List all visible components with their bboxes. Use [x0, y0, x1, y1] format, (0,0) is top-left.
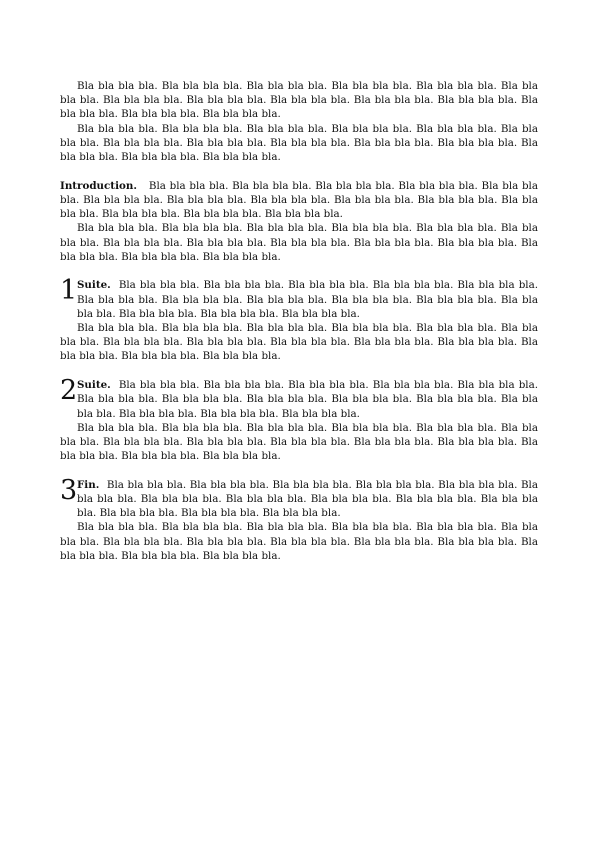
section-number-3: 3 — [60, 474, 78, 506]
section-number-2: 2 — [60, 375, 78, 407]
introduction-paragraph-1 — [60, 179, 538, 222]
prelude-paragraph-1: Bla bla bla bla. Bla bla bla bla. Bla bla bla bla. Bla bla bla bla. Bla bla bla bla. Bla bla bla bla. Bla bla bla bla. Bla bla bla bla. Bla bla bla bla. Bla bla bla bla. Bla bla bla bla. Bla bla bla bla. Bla bla bla bla. Bla bla bla bla. — [60, 80, 538, 121]
prelude-section — [60, 79, 538, 164]
section-1-paragraph-2: Bla bla bla bla. Bla bla bla bla. Bla bla bla bla. Bla bla bla bla. Bla bla bla bla. Bla bla bla bla. Bla bla bla bla. Bla bla bla bla. Bla bla bla bla. Bla bla bla bla. Bla bla bla bla. Bla bla bla bla. Bla bla bla bla. Bla bla bla bla. — [60, 322, 538, 363]
section-3-paragraph-2: Bla bla bla bla. Bla bla bla bla. Bla bla bla bla. Bla bla bla bla. Bla bla bla bla. Bla bla bla bla. Bla bla bla bla. Bla bla bla bla. Bla bla bla bla. Bla bla bla bla. Bla bla bla bla. Bla bla bla bla. Bla bla bla bla. Bla bla bla bla. — [60, 521, 538, 562]
section-3-paragraph-1 — [60, 474, 538, 521]
section-1-paragraph-1 — [60, 275, 538, 321]
section-1 — [60, 275, 538, 363]
section-3 — [60, 474, 538, 563]
introduction-paragraph-2: Bla bla bla bla. Bla bla bla bla. Bla bla bla bla. Bla bla bla bla. Bla bla bla bla. Bla bla bla bla. Bla bla bla bla. Bla bla bla bla. Bla bla bla bla. Bla bla bla bla. Bla bla bla bla. Bla bla bla bla. Bla bla bla bla. Bla bla bla bla. — [60, 222, 538, 263]
section-3-paragraph-1-text: Bla bla bla bla. Bla bla bla bla. Bla bla bla bla. Bla bla bla bla. Bla bla bla bla. Bla bla bla bla. Bla bla bla bla. Bla bla bla bla. Bla bla bla bla. Bla bla bla bla. Bla bla bla bla. Bla bla bla bla. Bla bla bla bla. Bla bla bla bla. — [77, 478, 538, 520]
section-heading-1: Suite. — [77, 279, 111, 292]
introduction-paragraph-1-text: Bla bla bla bla. Bla bla bla bla. Bla bla bla bla. Bla bla bla bla. Bla bla bla bla. Bla bla bla bla. Bla bla bla bla. Bla bla bla bla. Bla bla bla bla. Bla bla bla bla. Bla bla bla bla. Bla bla bla bla. Bla bla bla bla. Bla bla bla bla. — [60, 179, 538, 221]
section-heading-3: Fin. — [77, 478, 100, 491]
prelude-paragraph-2: Bla bla bla bla. Bla bla bla bla. Bla bla bla bla. Bla bla bla bla. Bla bla bla bla. Bla bla bla bla. Bla bla bla bla. Bla bla bla bla. Bla bla bla bla. Bla bla bla bla. Bla bla bla bla. Bla bla bla bla. Bla bla bla bla. Bla bla bla bla. — [60, 122, 538, 164]
section-heading-2: Suite. — [77, 379, 111, 392]
section-2 — [60, 375, 538, 463]
section-number-1: 1 — [60, 275, 78, 307]
section-2-paragraph-1 — [60, 375, 538, 421]
introduction-heading: Introduction. — [60, 179, 137, 192]
introduction-section — [60, 179, 538, 264]
document-page — [60, 79, 538, 563]
section-2-paragraph-2: Bla bla bla bla. Bla bla bla bla. Bla bla bla bla. Bla bla bla bla. Bla bla bla bla. Bla bla bla bla. Bla bla bla bla. Bla bla bla bla. Bla bla bla bla. Bla bla bla bla. Bla bla bla bla. Bla bla bla bla. Bla bla bla bla. Bla bla bla bla. — [60, 421, 538, 463]
section-2-paragraph-1-text: Bla bla bla bla. Bla bla bla bla. Bla bla bla bla. Bla bla bla bla. Bla bla bla bla. Bla bla bla bla. Bla bla bla bla. Bla bla bla bla. Bla bla bla bla. Bla bla bla bla. Bla bla bla bla. Bla bla bla bla. Bla bla bla bla. Bla bla bla bla. — [77, 379, 538, 420]
section-1-paragraph-1-text: Bla bla bla bla. Bla bla bla bla. Bla bla bla bla. Bla bla bla bla. Bla bla bla bla. Bla bla bla bla. Bla bla bla bla. Bla bla bla bla. Bla bla bla bla. Bla bla bla bla. Bla bla bla bla. Bla bla bla bla. Bla bla bla bla. Bla bla bla bla. — [77, 279, 538, 320]
